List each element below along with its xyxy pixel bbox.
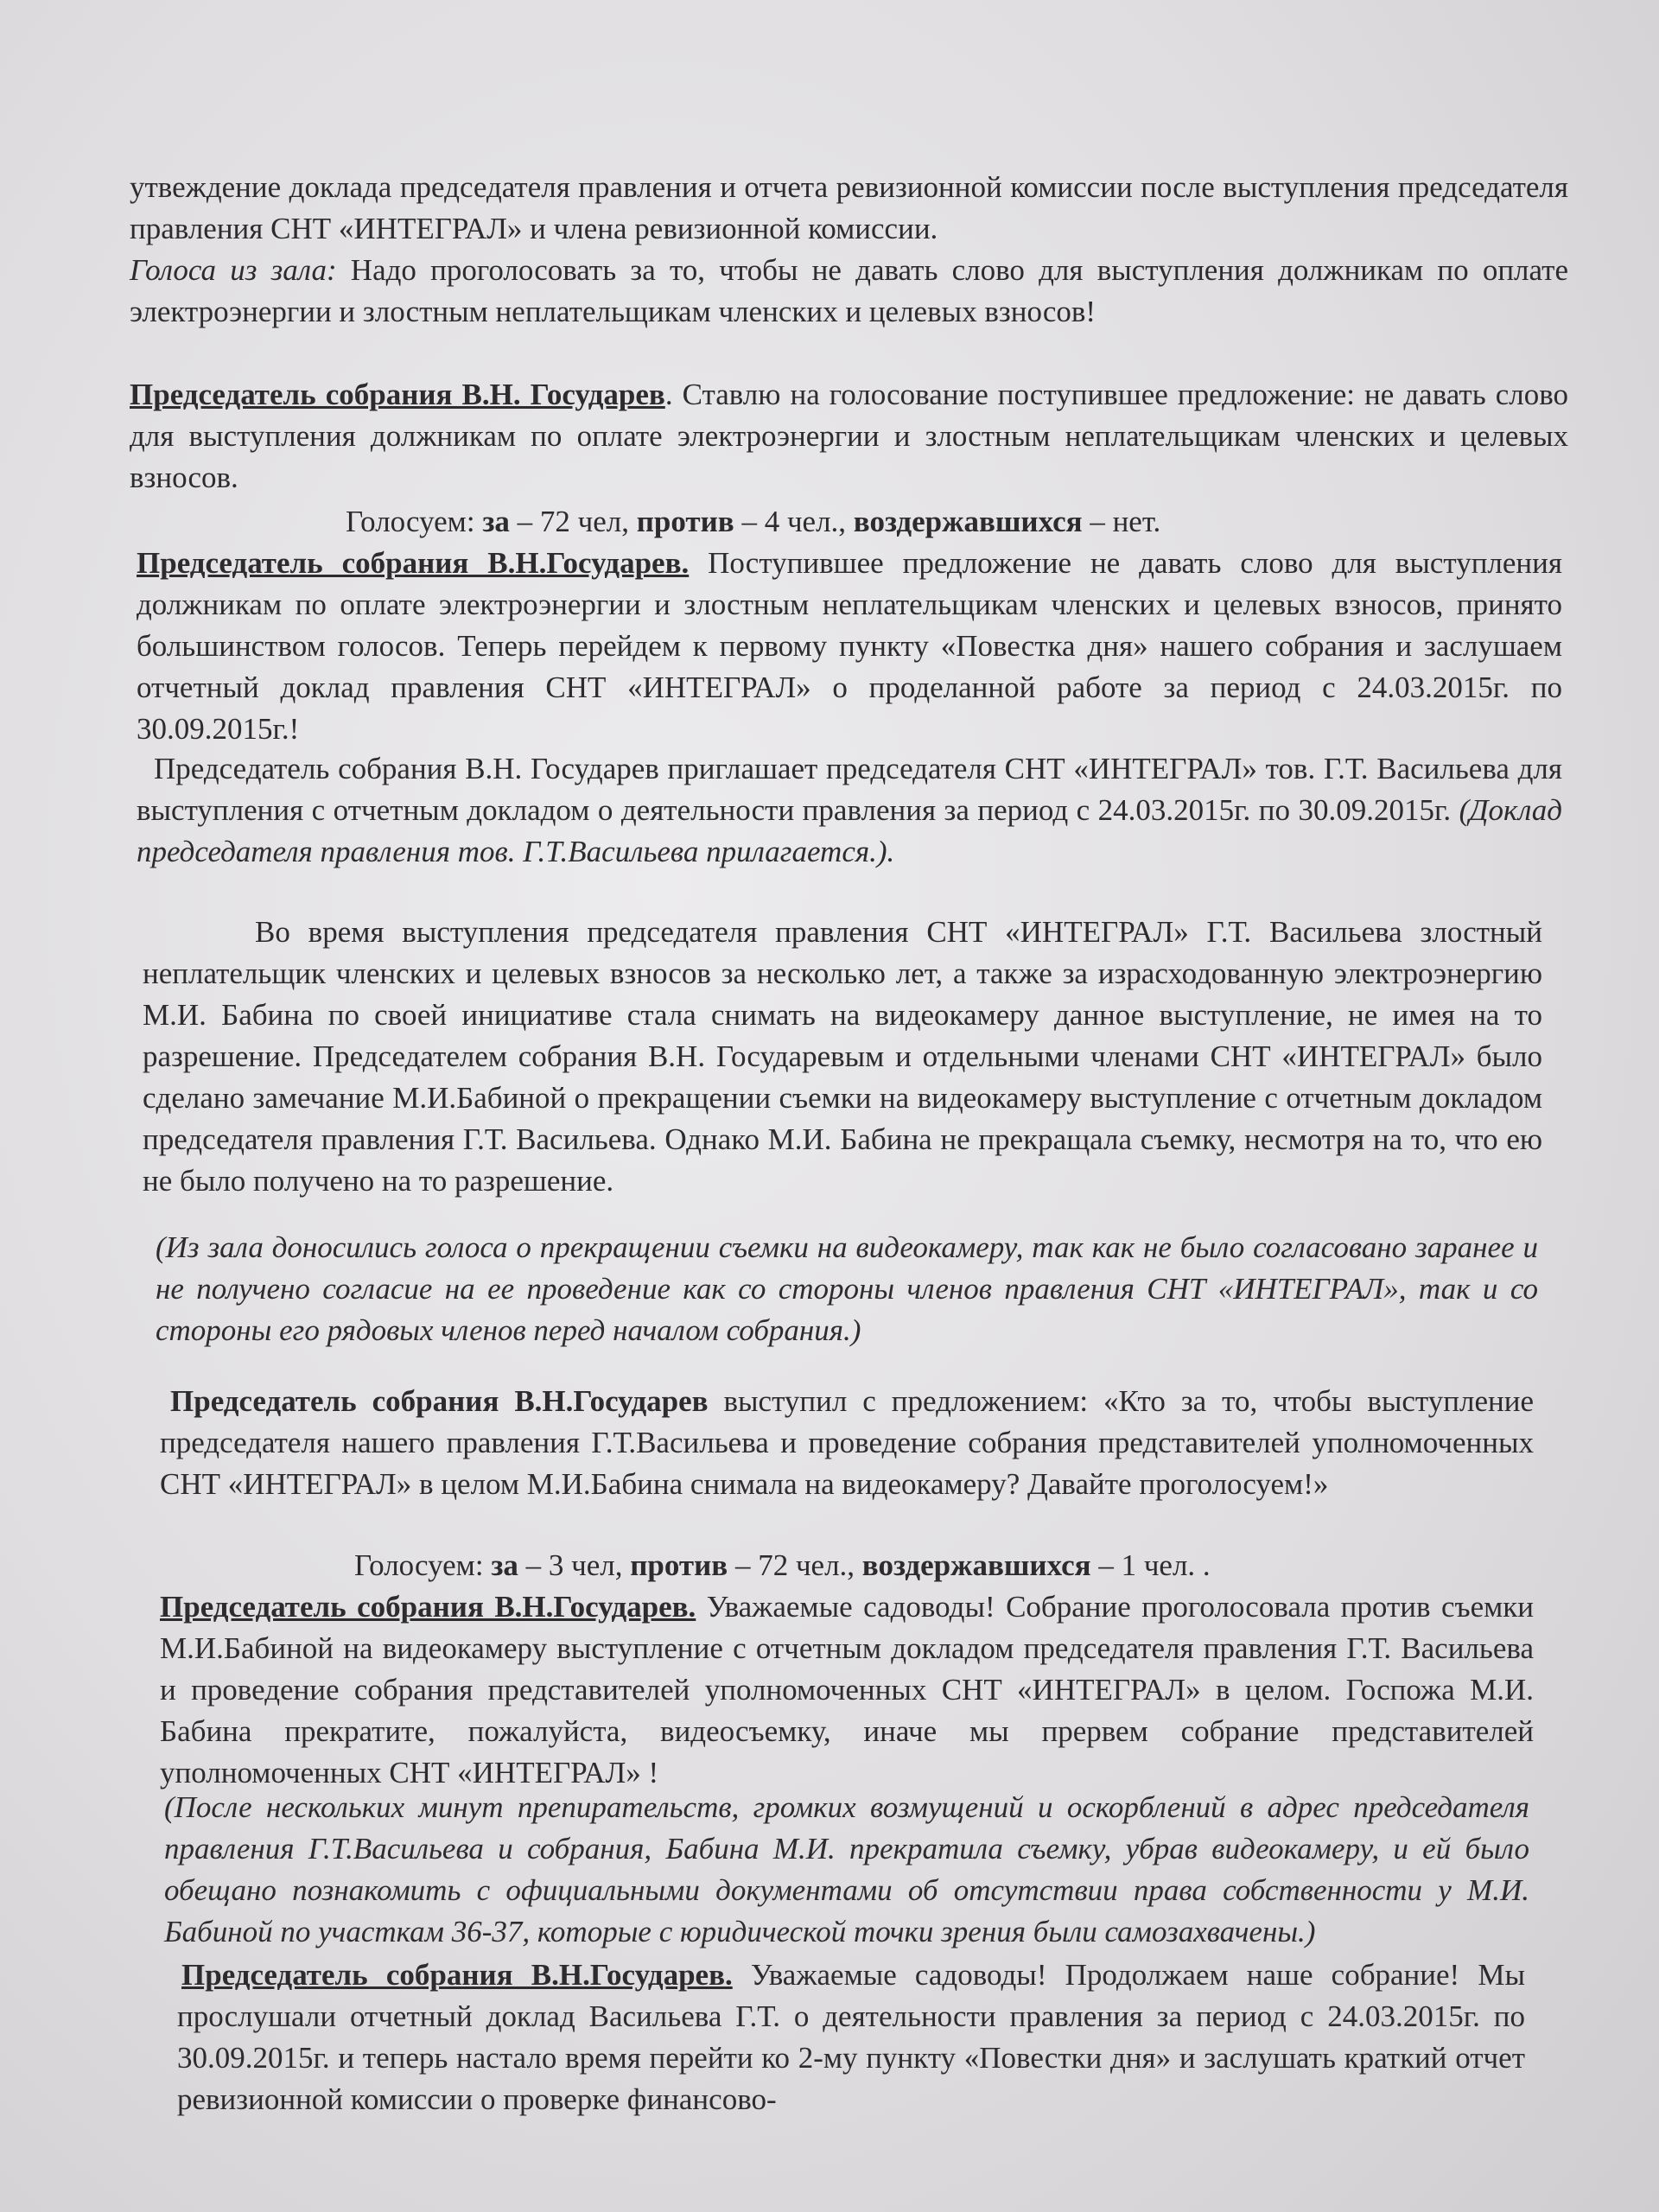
paragraph-2: Голоса из зала: Надо проголосовать за то, чтобы не давать слово для выступления должникам по оплате электроэнергии и злостным неплательщикам членских и целевых взносов! — [130, 253, 1568, 328]
speaker-name: Председатель собрания В.Н.Государев. — [181, 1958, 733, 1992]
vote-result-1: Голосуем: за – 72 чел, против – 4 чел., воздержавшихся – нет. — [346, 505, 1161, 538]
paragraph-3: Председатель собрания В.Н. Государев. Ставлю на голосование поступившее предложение: не давать слово для выступления должникам по оплате электроэнергии и злостным неплательщикам членских и целевых взносов. — [130, 378, 1568, 494]
paragraph-6: Во время выступления председателя правления СНТ «ИНТЕГРАЛ» Г.Т. Васильева злостный неплательщик членских и целевых взносов за несколько лет, а также за израсходованную электроэнергию М.И. Бабина по своей инициативе стала снимать на видеокамеру данное выступление, не имея на то разрешение. Председателем собрания В.Н. Государевым и отдельными членами СНТ «ИНТЕГРАЛ» было сделано замечание М.И.Бабиной о прекращении съемки на видеокамеру выступление с отчетным докладом председателя правления Г.Т. Васильева. Однако М.И. Бабина не прекращала съемку, несмотря на то, что ею не было получено на то разрешение. — [143, 915, 1542, 1198]
voices-label: Голоса из зала: — [130, 253, 337, 287]
speaker-name: Председатель собрания В.Н. Государев — [130, 378, 665, 411]
vote-result-2: Голосуем: за – 3 чел, против – 72 чел., воздержавшихся – 1 чел. . — [354, 1548, 1211, 1582]
paragraph-1: утвеждение доклада председателя правления и отчета ревизионной комиссии после выступления председателя правления СНТ «ИНТЕГРАЛ» и члена ревизионной комиссии. — [130, 170, 1568, 245]
paragraph-5: Председатель собрания В.Н. Государев приглашает председателя СНТ «ИНТЕГРАЛ» тов. Г.Т. Васильева для выступления с отчетным докладом о деятельности правления за период с 24.03.2015г. по 30.09.2015г. (Доклад председателя правления тов. Г.Т.Васильева прилагается.). — [137, 752, 1562, 868]
paragraph-8: Председатель собрания В.Н.Государев выступил с предложением: «Кто за то, чтобы выступление председателя нашего правления Г.Т.Васильева и проведение собрания представителей уполномоченных СНТ «ИНТЕГРАЛ» в целом М.И.Бабина снимала на видеокамеру? Давайте проголосуем!» — [160, 1384, 1534, 1501]
speaker-name: Председатель собрания В.Н.Государев. — [137, 546, 690, 580]
paragraph-9: Председатель собрания В.Н.Государев. Уважаемые садоводы! Собрание проголосовала против съемки М.И.Бабиной на видеокамеру выступление с отчетным докладом председателя правления Г.Т. Васильева и проведение собрания представителей уполномоченных СНТ «ИНТЕГРАЛ» в целом. Госпожа М.И. Бабина прекратите, пожалуйста, видеосъемку, иначе мы прервем собрание представителей уполномоченных СНТ «ИНТЕГРАЛ» ! — [160, 1590, 1534, 1789]
speaker-name: Председатель собрания В.Н.Государев. — [160, 1590, 696, 1624]
paragraph-4: Председатель собрания В.Н.Государев. Поступившее предложение не давать слово для выступления должникам по оплате электроэнергии и злостным неплательщикам членских и целевых взносов, принято большинством голосов. Теперь перейдем к первому пункту «Повестка дня» нашего собрания и заслушаем отчетный доклад правления СНТ «ИНТЕГРАЛ» о проделанной работе за период с 24.03.2015г. по 30.09.2015г.! — [137, 546, 1562, 746]
paragraph-10: (После нескольких минут препирательств, громких возмущений и оскорблений в адрес председателя правления Г.Т.Васильева и собрания, Бабина М.И. прекратила съемку, убрав видеокамеру, и ей было обещано познакомить с официальными документами об отсутствии права собственности у М.И. Бабиной по участкам 36-37, которые с юридической точки зрения были самозахвачены.) — [164, 1790, 1529, 1948]
speaker-name: Председатель собрания В.Н.Государев — [170, 1384, 709, 1418]
paragraph-7: (Из зала доносились голоса о прекращении съемки на видеокамеру, так как не было согласовано заранее и не получено согласие на ее проведение как со стороны членов правления СНТ «ИНТЕГРАЛ», так и со стороны его рядовых членов перед началом собрания.) — [156, 1230, 1538, 1347]
paragraph-11: Председатель собрания В.Н.Государев. Уважаемые садоводы! Продолжаем наше собрание! Мы прослушали отчетный доклад Васильева Г.Т. о деятельности правления за период с 24.03.2015г. по 30.09.2015г. и теперь настало время перейти ко 2-му пункту «Повестки дня» и заслушать краткий отчет ревизионной комиссии о проверке финансово- — [177, 1958, 1525, 2116]
